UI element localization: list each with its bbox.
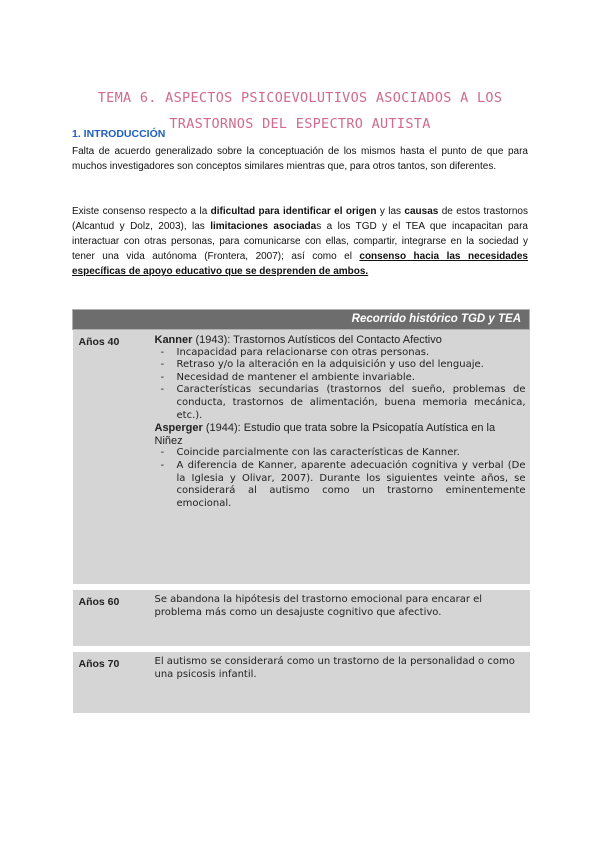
para2-text-2: y las bbox=[376, 206, 405, 217]
list-item: - Coincide parcialmente con las características de Kanner. bbox=[155, 447, 526, 460]
para2-bold-causas: causas bbox=[404, 206, 439, 217]
kanner-name: Kanner bbox=[154, 334, 193, 346]
para2-text-3: de estos trastornos (Alcantud y Dolz, 2003), las bbox=[72, 206, 528, 232]
historical-table bbox=[72, 309, 530, 713]
table-row bbox=[73, 330, 530, 588]
row-content bbox=[147, 330, 530, 588]
intro-paragraph-2 bbox=[72, 204, 528, 279]
para2-text-4: s a los TGD y el TEA que incapacitan para interactuar con otras personas, para comunicarse con ellas, compartir, integrarse en la sociedad y tener una vida autónoma (Frontera, 2007); así como el bbox=[72, 221, 528, 262]
asperger-name: Asperger bbox=[154, 422, 203, 435]
row-label: Años 70 bbox=[73, 649, 147, 713]
para2-bold-limitaciones: limitaciones asociada bbox=[210, 221, 317, 232]
para2-text-1: Existe consenso respecto a la bbox=[72, 206, 211, 217]
row-label: Años 40 bbox=[73, 330, 147, 588]
section-heading-introduccion: 1. INTRODUCCIÓN bbox=[72, 128, 166, 140]
para2-bold-origen: dificultad para identificar el origen bbox=[210, 206, 377, 217]
document-title: TEMA 6. ASPECTOS PSICOEVOLUTIVOS ASOCIADOS A LOS TRASTORNOS DEL ESPECTRO AUTISTA bbox=[97, 90, 503, 133]
asperger-work: (1944): Estudio que trata sobre la Psicopatía Autística en la Niñez bbox=[154, 422, 496, 447]
kanner-list bbox=[155, 347, 526, 423]
row-content: El autismo se considerará como un trastorno de la personalidad o como una psicosis infantil. bbox=[147, 649, 530, 713]
row-label: Años 60 bbox=[73, 587, 147, 649]
table-header: Recorrido histórico TGD y TEA bbox=[73, 310, 530, 330]
asperger-heading bbox=[155, 422, 526, 447]
list-item: - Necesidad de mantener el ambiente invariable. bbox=[155, 372, 526, 385]
list-item: - Características secundarias (trastornos del sueño, problemas de conducta, trastornos de alimentación, buena memoria mecánica, etc.). bbox=[155, 384, 526, 422]
table-row bbox=[73, 587, 530, 649]
list-item: - A diferencia de Kanner, aparente adecuación cognitiva y verbal (De la Iglesia y Olivar, 2007). Durante los siguientes veinte años, se considerará al autismo como un trastorno eminentemente emocional. bbox=[155, 460, 526, 510]
list-item: - Incapacidad para relacionarse con otras personas. bbox=[155, 347, 526, 360]
table-row bbox=[73, 649, 530, 713]
list-item: - Retraso y/o la alteración en la adquisición y uso del lenguaje. bbox=[155, 359, 526, 372]
asperger-list bbox=[155, 447, 526, 510]
kanner-heading bbox=[155, 334, 526, 347]
kanner-work: (1943): Trastornos Autísticos del Contacto Afectivo bbox=[192, 334, 442, 346]
row-content: Se abandona la hipótesis del trastorno emocional para encarar el problema más como un desajuste cognitivo que afectivo. bbox=[147, 587, 530, 649]
intro-paragraph-1: Falta de acuerdo generalizado sobre la conceptuación de los mismos hasta el punto de que para muchos investigadores son conceptos similares mientras que, para otros tantos, son diferentes. bbox=[72, 146, 528, 172]
para2-underlined-consenso: consenso hacia las necesidades específicas de apoyo educativo que se desprenden de ambos. bbox=[72, 251, 528, 277]
